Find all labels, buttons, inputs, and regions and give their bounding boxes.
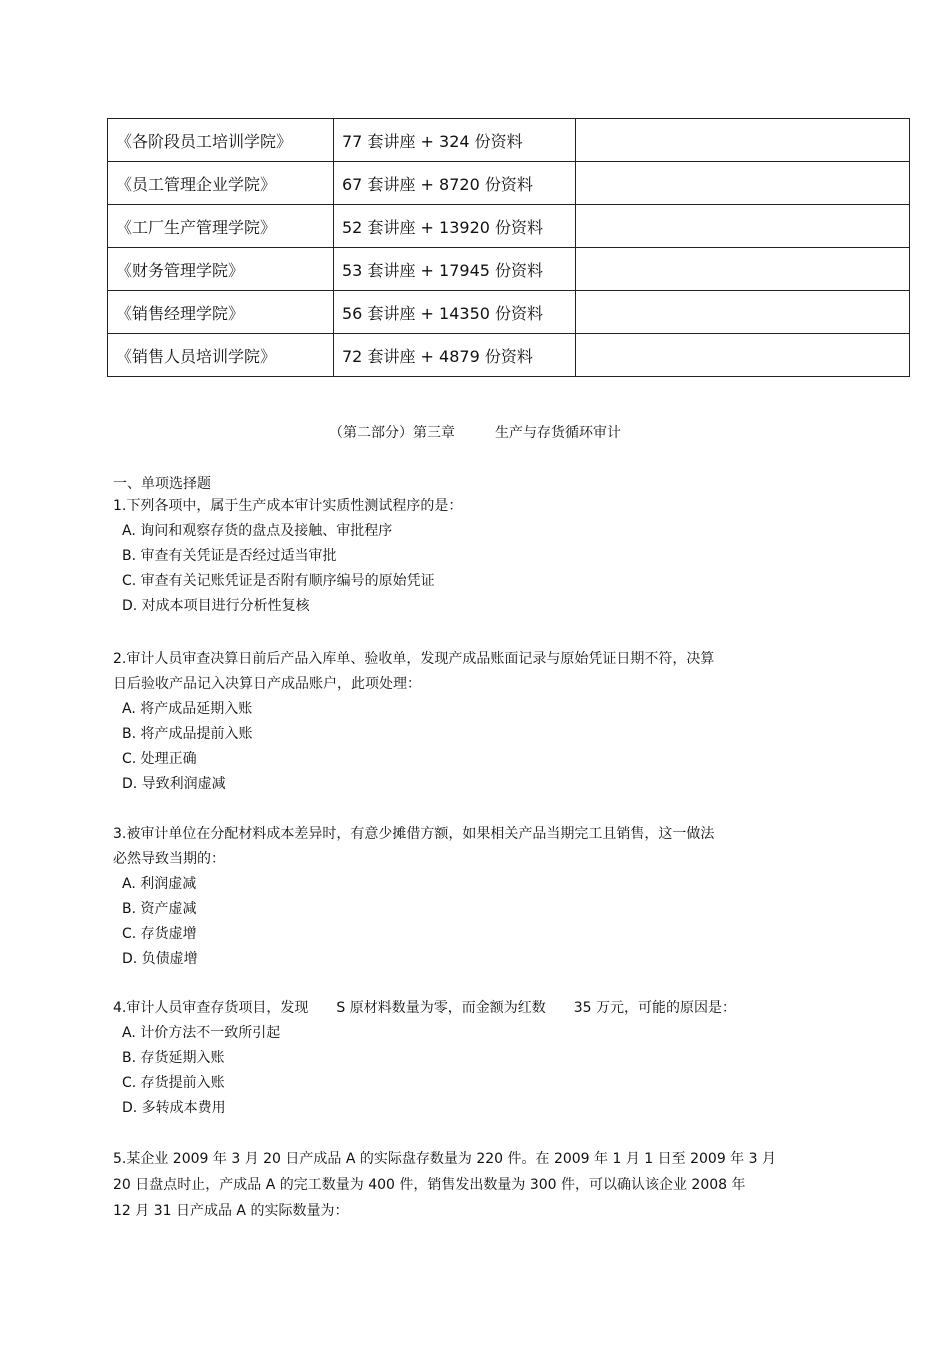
catalog-name: 《销售人员培训学院》 [108, 334, 334, 377]
question-stem: 3.被审计单位在分配材料成本差异时，有意少摊借方额，如果相关产品当期完工且销售，这一做法 [113, 826, 715, 842]
question-3 [113, 822, 843, 972]
option-a: A. 计价方法不一致所引起 [122, 1025, 281, 1041]
option-a: A. 询问和观察存货的盘点及接触、审批程序 [122, 523, 393, 539]
option-d: D. 负债虚增 [122, 951, 198, 967]
option-d: D. 多转成本费用 [122, 1100, 226, 1116]
option-c: C. 存货虚增 [122, 926, 197, 942]
catalog-content: 77 套讲座 + 324 份资料 [334, 119, 576, 162]
question-2 [113, 647, 843, 797]
question-5 [113, 1146, 843, 1224]
chapter-title: 生产与存货循环审计 [495, 425, 621, 441]
option-a: A. 利润虚减 [122, 876, 197, 892]
table-row [108, 248, 910, 291]
question-stem: 4.审计人员审查存货项目，发现 S 原材料数量为零，而金额为红数 35 万元，可能的原因是： [113, 1000, 736, 1016]
option-c: C. 存货提前入账 [122, 1075, 225, 1091]
section-title: 一、单项选择题 [113, 476, 211, 492]
table-row [108, 162, 910, 205]
option-b: B. 审查有关凭证是否经过适当审批 [122, 548, 337, 564]
chapter-part: （第二部分）第三章 [329, 425, 455, 441]
catalog-extra [576, 248, 910, 291]
option-d: D. 导致利润虚减 [122, 776, 226, 792]
question-1 [113, 494, 843, 619]
option-b: B. 资产虚减 [122, 901, 197, 917]
catalog-extra [576, 119, 910, 162]
question-stem: 1.下列各项中，属于生产成本审计实质性测试程序的是： [113, 498, 463, 514]
catalog-content: 56 套讲座 + 14350 份资料 [334, 291, 576, 334]
catalog-extra [576, 334, 910, 377]
question-stem-cont: 必然导致当期的： [113, 851, 225, 867]
question-stem: 2.审计人员审查决算日前后产品入库单、验收单，发现产成品账面记录与原始凭证日期不符，决算 [113, 651, 715, 667]
question-stem-cont: 20 日盘点时止，产成品 A 的完工数量为 400 件，销售发出数量为 300 件，可以确认该企业 2008 年 [113, 1177, 746, 1193]
catalog-content: 72 套讲座 + 4879 份资料 [334, 334, 576, 377]
table-row [108, 205, 910, 248]
option-c: C. 审查有关记账凭证是否附有顺序编号的原始凭证 [122, 573, 435, 589]
catalog-name: 《各阶段员工培训学院》 [108, 119, 334, 162]
table-row [108, 334, 910, 377]
catalog-content: 52 套讲座 + 13920 份资料 [334, 205, 576, 248]
option-a: A. 将产成品延期入账 [122, 701, 253, 717]
catalog-content: 67 套讲座 + 8720 份资料 [334, 162, 576, 205]
option-d: D. 对成本项目进行分析性复核 [122, 598, 310, 614]
question-stem: 5.某企业 2009 年 3 月 20 日产成品 A 的实际盘存数量为 220 件。在 2009 年 1 月 1 日至 2009 年 3 月 [113, 1151, 776, 1167]
catalog-name: 《销售经理学院》 [108, 291, 334, 334]
option-b: B. 将产成品提前入账 [122, 726, 253, 742]
catalog-extra [576, 162, 910, 205]
catalog-name: 《工厂生产管理学院》 [108, 205, 334, 248]
catalog-extra [576, 205, 910, 248]
catalog-extra [576, 291, 910, 334]
question-stem-cont: 12 月 31 日产成品 A 的实际数量为： [113, 1203, 349, 1219]
table-row [108, 119, 910, 162]
question-4 [113, 996, 843, 1121]
question-stem-cont: 日后验收产品记入决算日产成品账户，此项处理： [113, 676, 421, 692]
table-row [108, 291, 910, 334]
catalog-content: 53 套讲座 + 17945 份资料 [334, 248, 576, 291]
option-c: C. 处理正确 [122, 751, 197, 767]
catalog-table [107, 118, 910, 377]
catalog-name: 《财务管理学院》 [108, 248, 334, 291]
catalog-name: 《员工管理企业学院》 [108, 162, 334, 205]
option-b: B. 存货延期入账 [122, 1050, 225, 1066]
chapter-heading [0, 422, 950, 442]
